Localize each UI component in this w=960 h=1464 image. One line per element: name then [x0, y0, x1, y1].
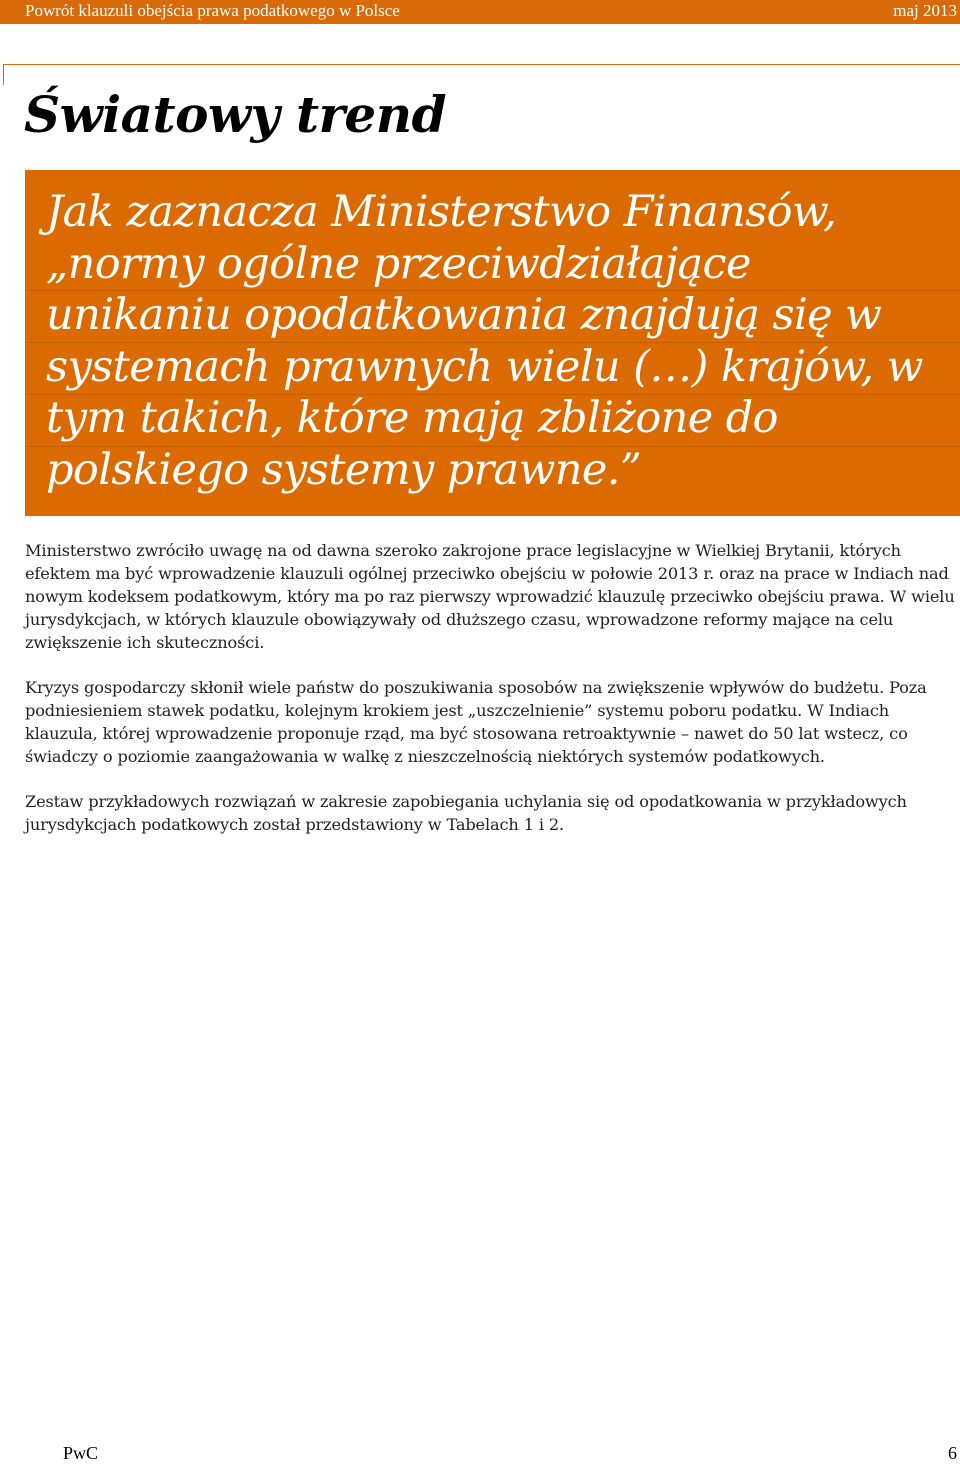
- page-number: 6: [948, 1443, 957, 1463]
- paragraph: Zestaw przykładowych rozwiązań w zakresie zapobiegania uchylania się od opodatkowania w przykładowych jurysdykcjach podatkowych został przedstawiony w Tabelach 1 i 2.: [25, 792, 907, 834]
- pull-quote-box: [25, 170, 960, 516]
- document-date: maj 2013: [893, 1, 957, 20]
- document-title: Powrót klauzuli obejścia prawa podatkowego w Polsce: [25, 1, 400, 20]
- page-header: [0, 0, 960, 24]
- body-text: [25, 539, 955, 858]
- paragraph: Kryzys gospodarczy skłonił wiele państw do poszukiwania sposobów na zwiększenie wpływów do budżetu. Poza podniesieniem stawek podatku, kolejnym krokiem jest „uszczelnienie” systemu poboru podatku. W Indiach klauzula, której wprowadzenie proponuje rząd, ma być stosowana retroaktywnie – nawet do 50 lat wstecz, co świadczy o poziomie zaangażowania w walkę z nieszczelnością niektórych systemów podatkowych.: [25, 678, 927, 766]
- section-title: Światowy trend: [24, 85, 447, 144]
- footer-brand: PwC: [63, 1443, 99, 1463]
- paragraph: Ministerstwo zwróciło uwagę na od dawna szeroko zakrojone prace legislacyjne w Wielkiej Brytanii, których efektem ma być wprowadzenie klauzuli ogólnej przeciwko obejściu w połowie 2013 r. oraz na prace w Indiach nad nowym kodeksem podatkowym, który ma po raz pierwszy wprowadzić klauzulę przeciwko obejściu prawa. W wielu jurysdykcjach, w których klauzule obowiązywały od dłuższego czasu, wprowadzone reformy mające na celu zwiększenie ich skuteczności.: [25, 541, 955, 652]
- pull-quote-text: Jak zaznacza Ministerstwo Finansów, „normy ogólne przeciwdziałające unikaniu opodatkowania znajdują się w systemach prawnych wielu (…) krajów, w tym takich, które mają zbliżone do polskiego systemy prawne.”: [46, 187, 923, 495]
